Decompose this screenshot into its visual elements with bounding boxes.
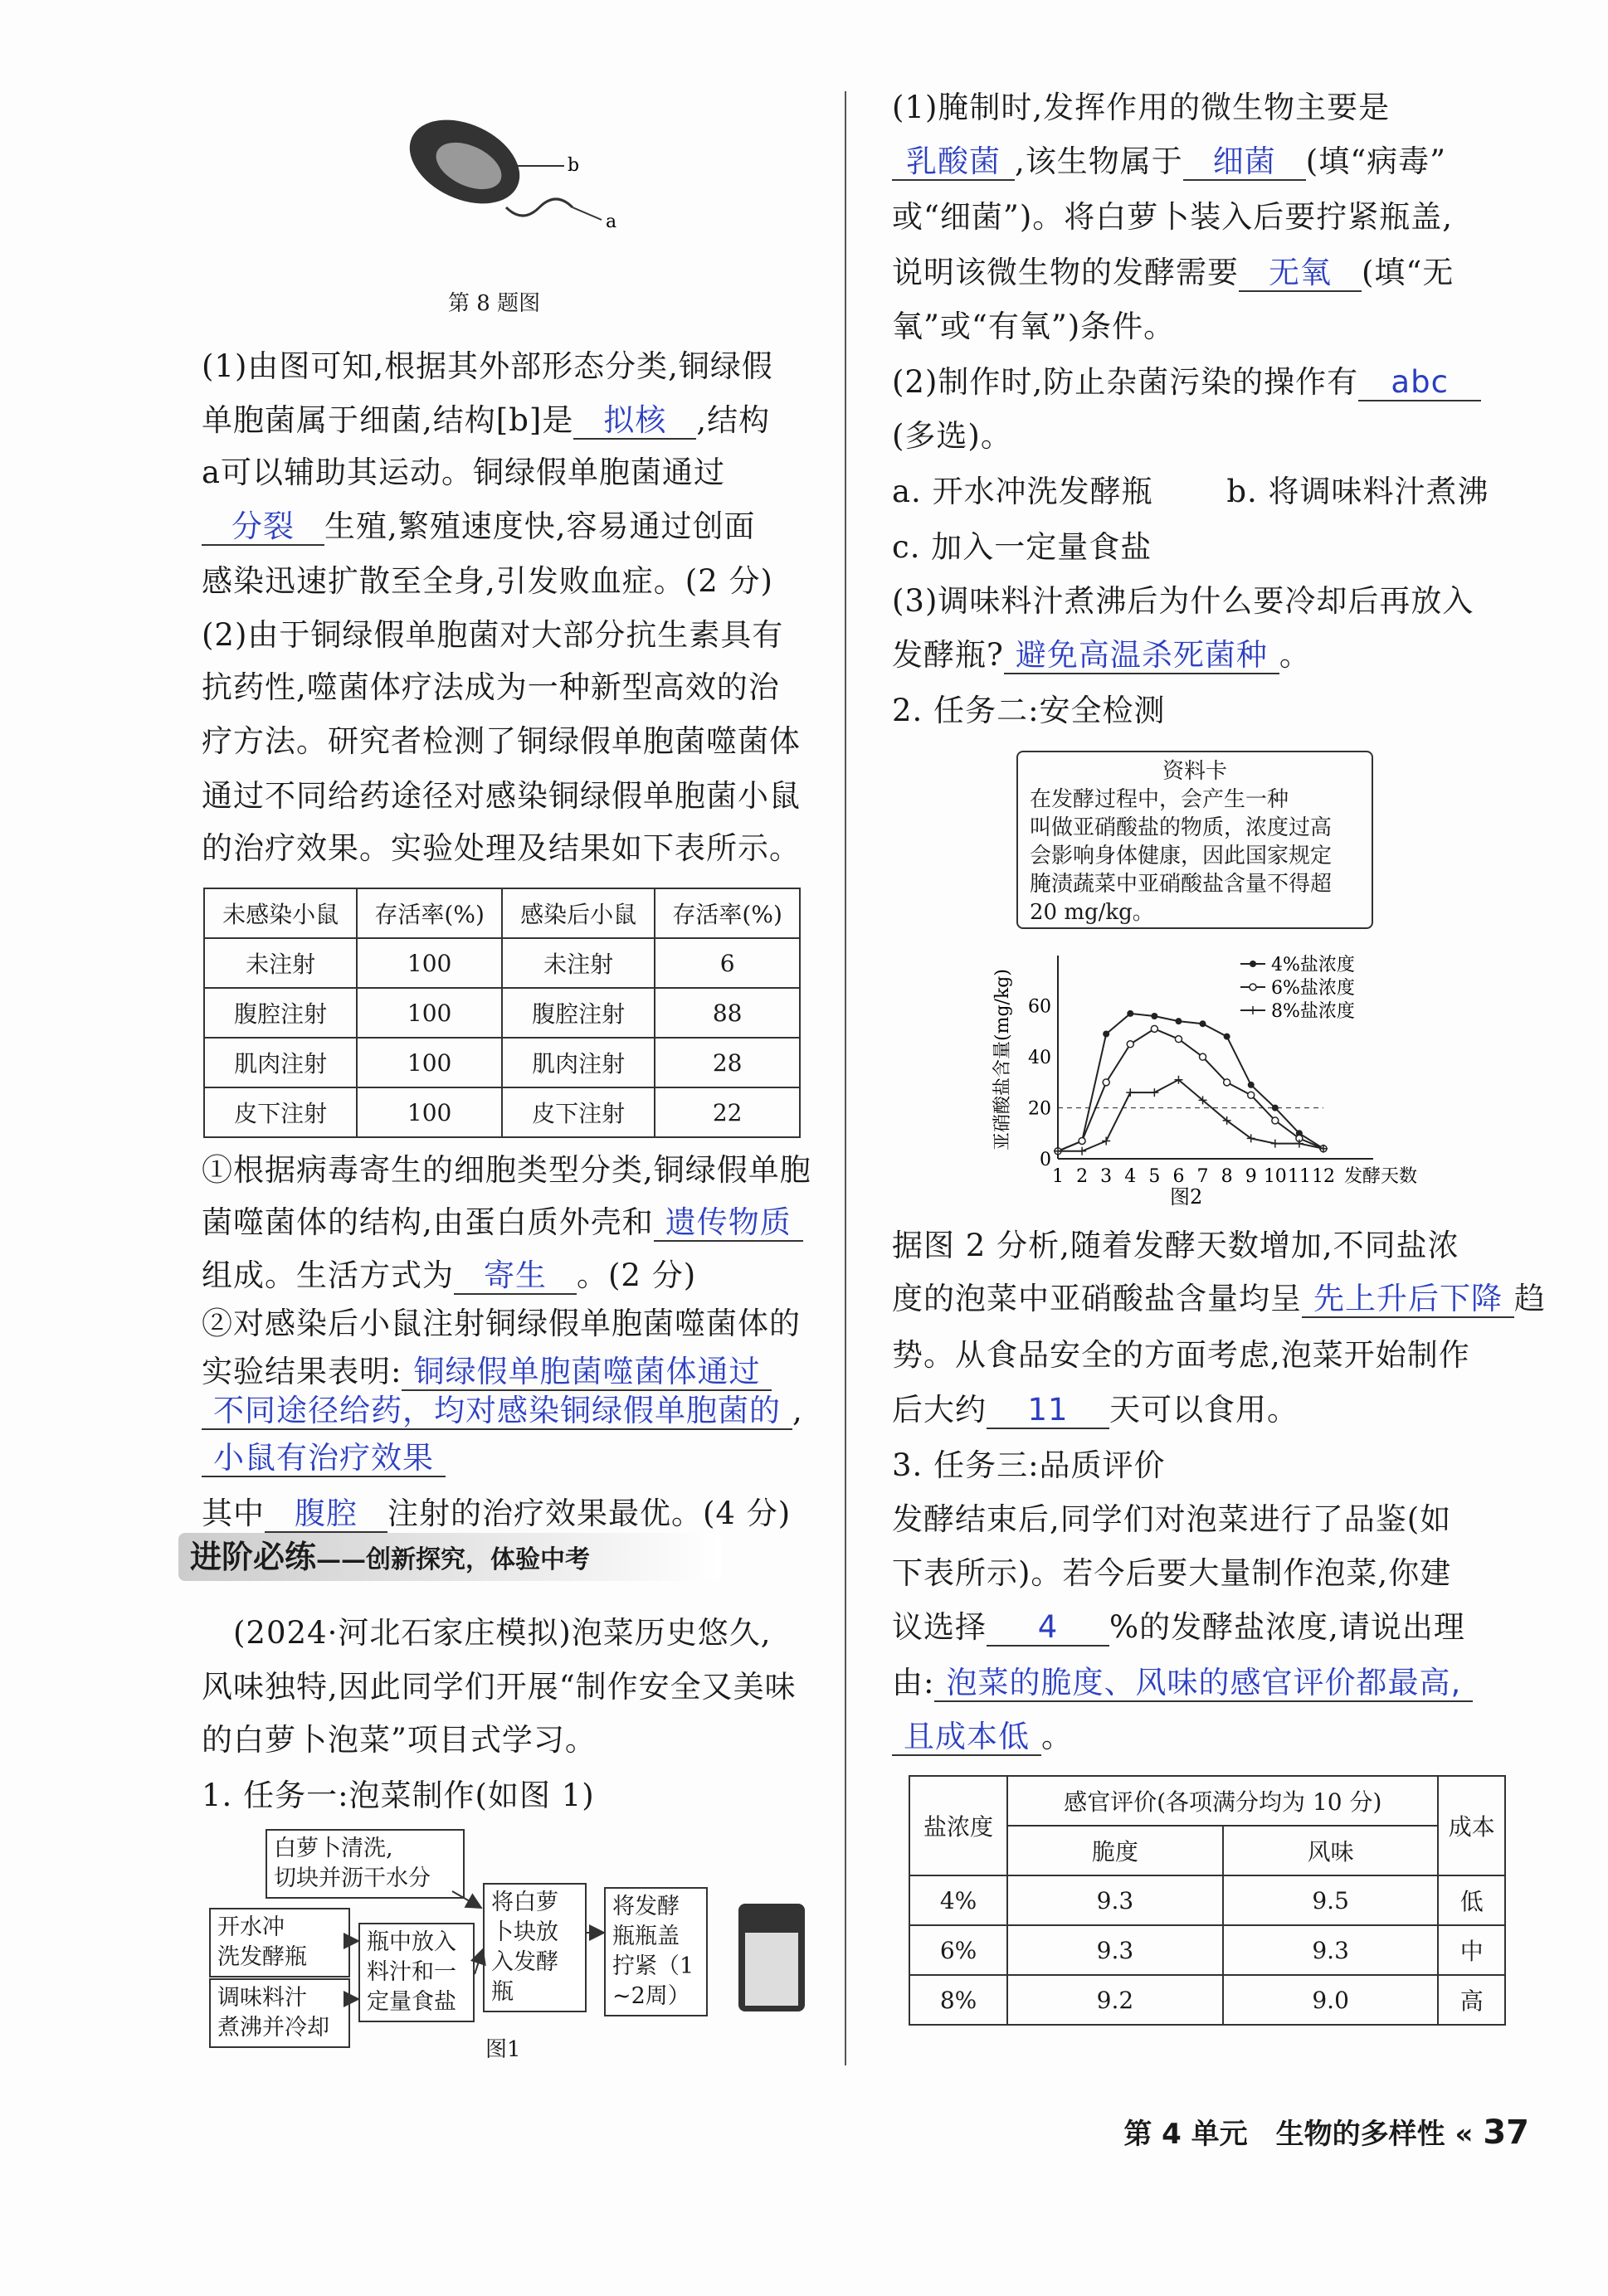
x-tick-label: 11 bbox=[1287, 1166, 1311, 1187]
table-cell: 中 bbox=[1438, 1925, 1505, 1975]
series-line bbox=[1058, 1080, 1323, 1151]
fig8-caption: 第 8 题图 bbox=[448, 291, 541, 316]
text-line bbox=[892, 1602, 1465, 1647]
th: 感官评价(各项满分均为 10 分) bbox=[1007, 1776, 1438, 1826]
data-point bbox=[1150, 1088, 1158, 1097]
text: (2)制作时,防止杂菌污染的操作有 bbox=[892, 364, 1359, 400]
table-cell: 肌肉注射 bbox=[502, 1038, 655, 1087]
table-row bbox=[909, 1975, 1505, 2025]
text: 生殖,繁殖速度快,容易通过创面 bbox=[324, 508, 756, 544]
answer-blank: 4 bbox=[987, 1611, 1109, 1647]
nitrite-chart bbox=[971, 931, 1469, 1213]
text: (2)由于铜绿假单胞菌对大部分抗生素具有 bbox=[202, 617, 784, 653]
data-point bbox=[1175, 1018, 1182, 1024]
x-tick-label: 6 bbox=[1172, 1166, 1185, 1187]
table-cell: 100 bbox=[357, 988, 502, 1038]
data-point bbox=[1151, 1025, 1157, 1032]
y-tick-label: 20 bbox=[1028, 1098, 1051, 1120]
data-point bbox=[1272, 1117, 1279, 1124]
answer-blank: 铜绿假单胞菌噬菌体通过 bbox=[402, 1355, 772, 1391]
table-cell: 腹腔注射 bbox=[204, 988, 357, 1038]
text: 。 bbox=[1279, 637, 1311, 673]
x-tick-label: 12 bbox=[1312, 1166, 1335, 1187]
th: 脆度 bbox=[1007, 1826, 1223, 1875]
text-line bbox=[892, 411, 1012, 455]
text: 。(2 分) bbox=[577, 1257, 697, 1293]
answer-blank: 拟核 bbox=[573, 404, 696, 440]
card-line: 会影响身体健康，因此国家规定 bbox=[1030, 844, 1333, 868]
text-line bbox=[892, 301, 1175, 346]
table-cell: 9.2 bbox=[1007, 1975, 1223, 2025]
page-footer bbox=[1123, 2111, 1529, 2152]
table-cell: 9.3 bbox=[1007, 1925, 1223, 1975]
fig1-caption: 图1 bbox=[485, 2037, 521, 2062]
info-card bbox=[1016, 751, 1373, 929]
chevron-left-icon: « bbox=[1455, 2118, 1474, 2151]
data-point bbox=[1248, 1092, 1255, 1098]
table-cell: 肌肉注射 bbox=[204, 1038, 357, 1087]
text: 发酵结束后,同学们对泡菜进行了品鉴(如 bbox=[892, 1501, 1452, 1537]
x-tick-label: 4 bbox=[1124, 1166, 1137, 1187]
flow-step: 白萝卜清洗, 切块并沥干水分 bbox=[266, 1829, 465, 1899]
table-cell: 低 bbox=[1438, 1875, 1505, 1925]
table-cell: 6% bbox=[909, 1925, 1007, 1975]
text-line bbox=[892, 1384, 1299, 1429]
text: 1. 任务一:泡菜制作(如图 1) bbox=[202, 1778, 595, 1813]
table-cell: 4% bbox=[909, 1875, 1007, 1925]
x-tick-label: 8 bbox=[1221, 1166, 1233, 1187]
text-line bbox=[892, 630, 1311, 674]
text: (填“病毒” bbox=[1305, 144, 1447, 179]
data-point bbox=[1103, 1031, 1109, 1038]
th: 存活率(%) bbox=[655, 888, 800, 938]
table-row bbox=[909, 1925, 1505, 1975]
table-cell: 9.3 bbox=[1223, 1925, 1439, 1975]
table-cell: 22 bbox=[655, 1087, 800, 1137]
text: (3)调味料汁煮沸后为什么要冷却后再放入 bbox=[892, 583, 1474, 619]
text-line bbox=[892, 1548, 1451, 1593]
data-point bbox=[1054, 1147, 1062, 1155]
y-axis-label: 亚硝酸盐含量(mg/kg) bbox=[992, 969, 1013, 1150]
text: a. 开水冲洗发酵瓶 b. 将调味料汁煮沸 bbox=[892, 474, 1489, 509]
legend-label: 8%盐浓度 bbox=[1271, 1001, 1355, 1022]
text: 由: bbox=[892, 1665, 935, 1700]
table-cell: 100 bbox=[357, 1038, 502, 1087]
text-line bbox=[892, 685, 1166, 730]
table-cell: 6 bbox=[655, 938, 800, 988]
data-point bbox=[1126, 1088, 1134, 1097]
text-line bbox=[892, 1220, 1459, 1265]
text-line bbox=[892, 466, 1489, 511]
text: 菌噬菌体的结构,由蛋白质外壳和 bbox=[202, 1204, 654, 1240]
answer-blank: 分裂 bbox=[202, 510, 324, 546]
data-point bbox=[1078, 1147, 1086, 1155]
text: 风味独特,因此同学们开展“制作安全又美味 bbox=[202, 1669, 797, 1705]
text: 趋 bbox=[1514, 1281, 1546, 1316]
text: ,该生物属于 bbox=[1015, 144, 1183, 179]
th: 风味 bbox=[1223, 1826, 1439, 1875]
text: 氧”或“有氧”)条件。 bbox=[892, 309, 1176, 344]
data-point bbox=[1200, 1053, 1206, 1060]
y-tick-label: 40 bbox=[1028, 1048, 1051, 1069]
table-cell: 未注射 bbox=[204, 938, 357, 988]
data-point bbox=[1102, 1137, 1110, 1146]
text: 组成。生活方式为 bbox=[202, 1257, 454, 1293]
answer-blank: 11 bbox=[987, 1394, 1109, 1429]
table-cell: 腹腔注射 bbox=[502, 988, 655, 1038]
text: 通过不同给药途径对感染铜绿假单胞菌小鼠 bbox=[202, 778, 801, 814]
text: 的治疗效果。实验处理及结果如下表所示。 bbox=[202, 830, 801, 866]
th: 盐浓度 bbox=[909, 1776, 1007, 1875]
flow-step: 将发酵 瓶瓶盖 拧紧（1 ~2周） bbox=[604, 1887, 708, 2016]
text: 其中 bbox=[202, 1496, 265, 1531]
text: 后大约 bbox=[892, 1392, 987, 1428]
text: , bbox=[792, 1393, 803, 1428]
series-line bbox=[1058, 1014, 1323, 1151]
text-line bbox=[892, 82, 1390, 127]
page-number: 37 bbox=[1483, 2114, 1529, 2152]
banner-subtitle: ——创新探究，体验中考 bbox=[316, 1545, 591, 1574]
card-line: 在发酵过程中，会产生一种 bbox=[1030, 787, 1289, 812]
y-tick-label: 60 bbox=[1028, 996, 1051, 1018]
text: 的白萝卜泡菜”项目式学习。 bbox=[202, 1722, 597, 1758]
flow-step: 调味料汁 煮沸并冷却 bbox=[209, 1978, 350, 2048]
flow-step: 将白萝 卜块放 入发酵 瓶 bbox=[483, 1883, 587, 2012]
data-point bbox=[1127, 1010, 1133, 1017]
banner-title: 进阶必练 bbox=[190, 1538, 317, 1575]
text: ,结构 bbox=[696, 402, 771, 438]
data-point bbox=[1250, 961, 1256, 967]
text: 或“细菌”)。将白萝卜装入后要拧紧瓶盖, bbox=[892, 199, 1454, 235]
answer-blank: 泡菜的脆度、风味的感官评价都最高, bbox=[934, 1666, 1473, 1702]
th: 成本 bbox=[1438, 1776, 1505, 1875]
data-point bbox=[1249, 1006, 1257, 1014]
text: %的发酵盐浓度,请说出理 bbox=[1109, 1609, 1465, 1645]
flow-arrows bbox=[0, 0, 830, 2074]
text: 天可以食用。 bbox=[1109, 1392, 1299, 1428]
answer-blank: 不同途径给药，均对感染铜绿假单胞菌的 bbox=[202, 1394, 792, 1430]
x-tick-label: 9 bbox=[1245, 1166, 1257, 1187]
table-cell: 8% bbox=[909, 1975, 1007, 2025]
answer-blank: 避免高温杀死菌种 bbox=[1004, 639, 1279, 674]
answer-blank: abc bbox=[1358, 366, 1481, 401]
data-point bbox=[1250, 984, 1256, 990]
flow-step: 瓶中放入 料汁和一 定量食盐 bbox=[358, 1923, 475, 2022]
data-point bbox=[1079, 1138, 1085, 1145]
table-cell: 9.0 bbox=[1223, 1975, 1439, 2025]
text: ②对感染后小鼠注射铜绿假单胞菌噬菌体的 bbox=[202, 1306, 801, 1341]
text-line bbox=[892, 1440, 1166, 1485]
label-b: b bbox=[568, 155, 580, 176]
table-cell: 88 bbox=[655, 988, 800, 1038]
x-tick-label: 1 bbox=[1052, 1166, 1064, 1187]
text-line bbox=[892, 247, 1454, 292]
text: (1)由图可知,根据其外部形态分类,铜绿假 bbox=[202, 348, 773, 384]
text: 说明该微生物的发酵需要 bbox=[892, 255, 1239, 290]
y-tick-label: 0 bbox=[1040, 1150, 1051, 1170]
text: 抗药性,噬菌体疗法成为一种新型高效的治 bbox=[202, 669, 780, 705]
x-tick-label: 5 bbox=[1148, 1166, 1161, 1187]
label-a: a bbox=[606, 212, 617, 232]
text-line bbox=[892, 1494, 1451, 1539]
card-title: 资料卡 bbox=[1162, 759, 1227, 784]
text: 单胞菌属于细菌,结构[b]是 bbox=[202, 402, 574, 438]
th: 未感染小鼠 bbox=[204, 888, 357, 938]
data-point bbox=[1272, 1105, 1279, 1112]
text: 感染迅速扩散至全身,引发败血症。(2 分) bbox=[202, 563, 773, 599]
text: ①根据病毒寄生的细胞类型分类,铜绿假单胞 bbox=[202, 1152, 811, 1188]
answer-blank: 无氧 bbox=[1239, 256, 1362, 292]
data-point bbox=[1224, 1079, 1230, 1086]
text-line bbox=[892, 522, 1152, 567]
text-line bbox=[892, 1273, 1546, 1318]
quality-table bbox=[909, 1775, 1506, 2026]
text: (填“无 bbox=[1362, 255, 1455, 290]
answer-blank: 乳酸菌 bbox=[892, 145, 1015, 181]
table-cell: 9.5 bbox=[1223, 1875, 1439, 1925]
text: 注射的治疗效果最优。(4 分) bbox=[387, 1496, 792, 1531]
x-tick-label: 3 bbox=[1100, 1166, 1113, 1187]
answer-blank: 小鼠有治疗效果 bbox=[202, 1442, 446, 1477]
text: 3. 任务三:品质评价 bbox=[892, 1447, 1166, 1483]
text: a可以辅助其运动。铜绿假单胞菌通过 bbox=[202, 455, 726, 490]
table-cell: 皮下注射 bbox=[204, 1087, 357, 1137]
column-divider bbox=[845, 91, 846, 2065]
text: c. 加入一定量食盐 bbox=[892, 529, 1152, 565]
text: (1)腌制时,发挥作用的微生物主要是 bbox=[892, 90, 1391, 125]
text: 发酵瓶? bbox=[892, 637, 1004, 673]
text-line bbox=[892, 1330, 1470, 1374]
data-point bbox=[1319, 1145, 1328, 1153]
card-line: 叫做亚硝酸盐的物质，浓度过高 bbox=[1030, 815, 1333, 840]
text: 议选择 bbox=[892, 1609, 987, 1645]
data-point bbox=[1224, 1034, 1230, 1040]
table-cell: 未注射 bbox=[502, 938, 655, 988]
chart-title: 图2 bbox=[1170, 1185, 1203, 1209]
legend-label: 4%盐浓度 bbox=[1271, 955, 1355, 975]
data-point bbox=[1200, 1020, 1206, 1027]
text: 2. 任务二:安全检测 bbox=[892, 693, 1166, 728]
text: 度的泡菜中亚硝酸盐含量均呈 bbox=[892, 1281, 1302, 1316]
table-cell: 28 bbox=[655, 1038, 800, 1087]
text: 实验结果表明: bbox=[202, 1354, 402, 1389]
data-point bbox=[1151, 1013, 1157, 1019]
table-row bbox=[909, 1875, 1505, 1925]
text-line bbox=[892, 136, 1446, 181]
answer-blank: 腹腔 bbox=[265, 1497, 387, 1533]
text: (2024·河北石家庄模拟)泡菜历史悠久, bbox=[202, 1615, 772, 1651]
legend-label: 6%盐浓度 bbox=[1271, 978, 1355, 999]
x-tick-label: 7 bbox=[1196, 1166, 1209, 1187]
answer-blank: 先上升后下降 bbox=[1302, 1282, 1514, 1318]
text: 。 bbox=[1041, 1719, 1073, 1754]
text: 据图 2 分析,随着发酵天数增加,不同盐浓 bbox=[892, 1228, 1459, 1263]
table-cell: 高 bbox=[1438, 1975, 1505, 2025]
card-line: 20 mg/kg。 bbox=[1030, 900, 1154, 925]
text-line bbox=[892, 192, 1453, 236]
x-axis-label: 发酵天数 bbox=[1344, 1166, 1418, 1187]
data-point bbox=[1271, 1140, 1279, 1148]
text-line bbox=[892, 576, 1474, 620]
table-cell: 9.3 bbox=[1007, 1875, 1223, 1925]
data-point bbox=[1175, 1036, 1182, 1043]
data-point bbox=[1127, 1041, 1133, 1048]
card-line: 腌渍蔬菜中亚硝酸盐含量不得超 bbox=[1030, 872, 1333, 897]
x-tick-label: 2 bbox=[1076, 1166, 1089, 1187]
table-cell: 100 bbox=[357, 1087, 502, 1137]
x-tick-label: 10 bbox=[1263, 1166, 1287, 1187]
table-cell: 100 bbox=[357, 938, 502, 988]
text: 下表所示)。若今后要大量制作泡菜,你建 bbox=[892, 1555, 1452, 1591]
table-cell: 皮下注射 bbox=[502, 1087, 655, 1137]
th: 感染后小鼠 bbox=[502, 888, 655, 938]
th: 存活率(%) bbox=[357, 888, 502, 938]
data-point bbox=[1103, 1079, 1109, 1086]
text-line bbox=[892, 1657, 1473, 1702]
data-point bbox=[1248, 1082, 1255, 1088]
text-line bbox=[892, 357, 1481, 401]
text: 疗方法。研究者检测了铜绿假单胞菌噬菌体 bbox=[202, 723, 801, 759]
answer-blank: 寄生 bbox=[454, 1259, 577, 1295]
flow-step: 开水冲 洗发酵瓶 bbox=[209, 1908, 350, 1977]
text: (多选)。 bbox=[892, 418, 1012, 454]
answer-blank: 遗传物质 bbox=[654, 1206, 803, 1242]
unit-title: 第 4 单元 生物的多样性 bbox=[1123, 2118, 1445, 2151]
text: 势。从食品安全的方面考虑,泡菜开始制作 bbox=[892, 1337, 1470, 1373]
text-line bbox=[892, 1711, 1073, 1756]
answer-blank: 且成本低 bbox=[892, 1720, 1041, 1756]
answer-blank: 细菌 bbox=[1183, 145, 1306, 181]
